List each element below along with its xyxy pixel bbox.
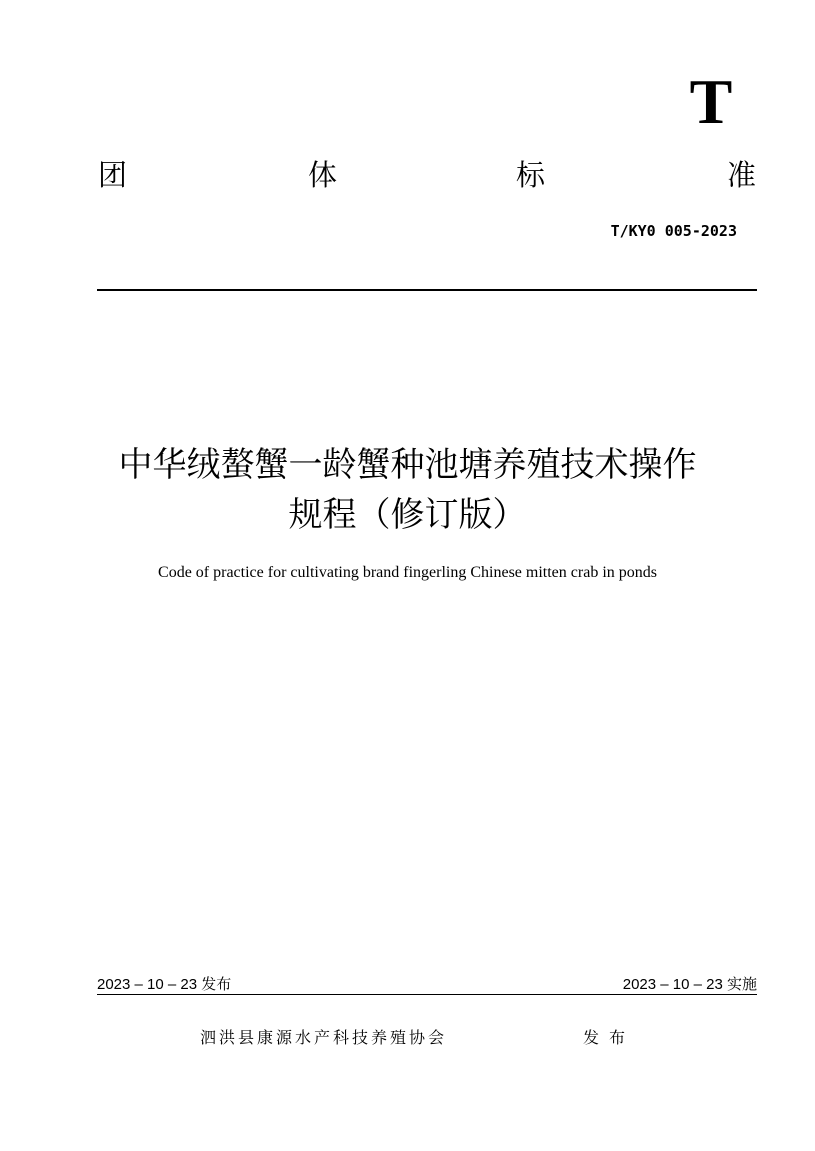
header-divider <box>97 289 757 291</box>
standard-type-char-2: 体 <box>308 158 338 192</box>
standard-code: T/KY0 005-2023 <box>610 222 737 240</box>
release-date: 2023 – 10 – 23 发布 <box>97 976 232 993</box>
title-zh-line-2: 规程（修订版） <box>288 495 527 535</box>
standard-type-char-1: 团 <box>98 158 128 192</box>
document-title-en: Code of practice for cultivating brand fingerling Chinese mitten crab in ponds <box>158 564 657 581</box>
implementation-date: 2023 – 10 – 23 实施 <box>622 976 757 993</box>
publish-label: 发布 <box>583 1028 636 1047</box>
footer-divider <box>97 994 757 995</box>
standard-category-mark: T <box>689 66 733 137</box>
document-title-zh <box>60 440 755 540</box>
standard-type-char-3: 标 <box>516 158 546 192</box>
standard-type-char-4: 准 <box>727 158 757 192</box>
publisher-name: 泗洪县康源水产科技养殖协会 <box>200 1028 448 1047</box>
title-zh-line-1: 中华绒螯蟹一龄蟹种池塘养殖技术操作 <box>118 445 697 485</box>
